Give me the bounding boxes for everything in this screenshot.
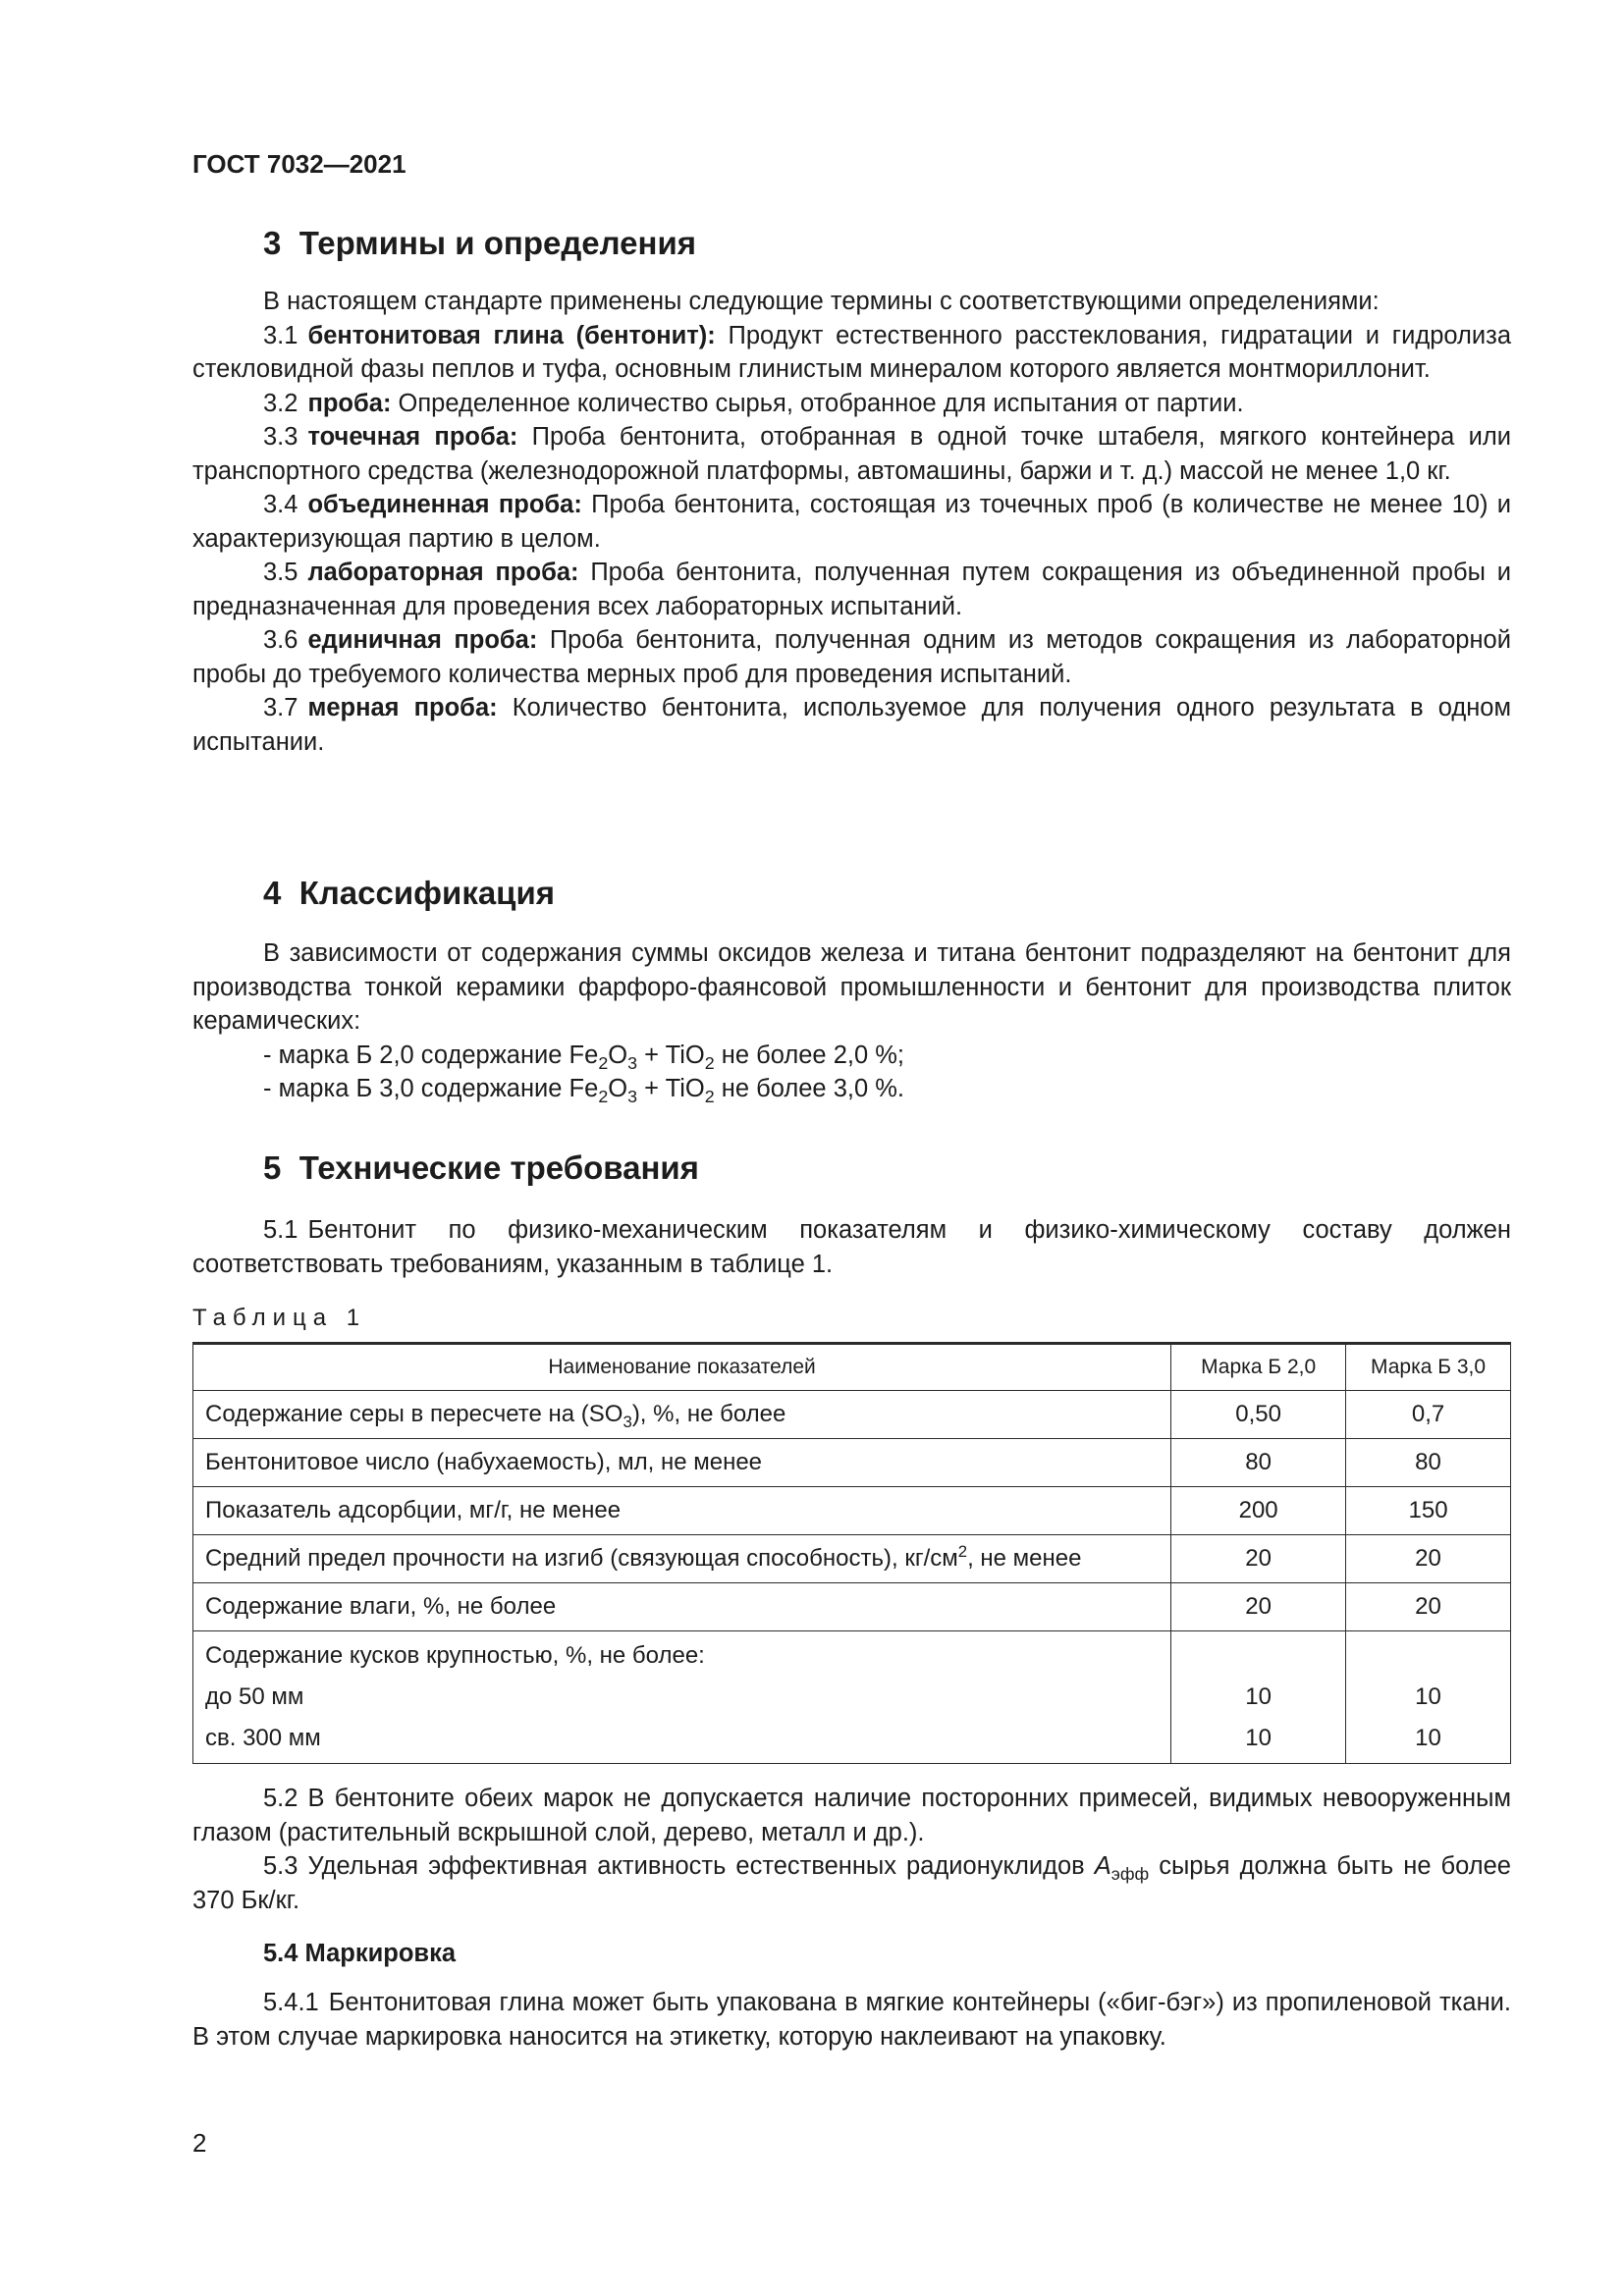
indicator-text: Средний предел прочности на изгиб (связующая способность), кг/см	[205, 1545, 958, 1572]
term-definition-3-7	[192, 691, 1511, 759]
grade-list-suffix: не более 3,0 %.	[714, 1075, 904, 1102]
grade-list-sub2: 3	[627, 1052, 638, 1073]
value-grade-2: 20	[1171, 1535, 1346, 1583]
paragraph-number: 5.1	[263, 1216, 298, 1244]
value-grade-2: 200	[1171, 1487, 1346, 1535]
subsection-5-4-heading: 5.4 Маркировка	[263, 1940, 457, 1967]
term-number: 3.2	[263, 389, 298, 417]
section-3-number: 3	[263, 225, 282, 261]
grade-list-sub2: 3	[627, 1087, 638, 1106]
paragraph-text: Бентонитовая глина может быть упакована в мягкие контейнеры («биг-бэг») из пропиленовой ткани. В этом случае маркировка наносится на этикетку, которую наклеивают на упаковку.	[192, 1989, 1511, 2051]
term-definition-3-1	[192, 319, 1511, 387]
term-name: объединенная проба:	[307, 491, 582, 518]
term-number: 3.4	[263, 491, 298, 518]
indicator-cell	[193, 1439, 1171, 1487]
paragraph-5-4-1	[192, 1986, 1511, 2054]
term-name: единичная проба:	[307, 626, 538, 654]
header-grade-3: Марка Б 3,0	[1346, 1344, 1511, 1391]
section-3	[192, 224, 1511, 759]
term-number: 3.7	[263, 694, 298, 721]
section-4-list	[192, 1039, 1511, 1106]
grade-list-sub1: 2	[598, 1052, 609, 1073]
table-row	[193, 1583, 1511, 1631]
grade-list-prefix: - марка Б 2,0 содержание Fe	[263, 1041, 599, 1069]
indicator-subscript: 3	[623, 1413, 632, 1431]
paragraph-5-3	[192, 1849, 1511, 1917]
term-definition-3-2	[192, 387, 1511, 421]
term-name: проба:	[307, 389, 392, 417]
term-name: бентонитовая глина (бентонит):	[307, 321, 716, 349]
term-number: 3.3	[263, 423, 298, 451]
term-number: 3.5	[263, 559, 298, 586]
lump-size-label: до 50 мм	[205, 1683, 304, 1710]
grade-list-mid1: O	[608, 1075, 628, 1102]
term-text: Проба бентонита, отобранная в одной точке штабеля, мягкого контейнера или транспортного средства (железнодорожной платформы, автомашины, баржи и т. д.) массой не менее 1,0 кг.	[192, 423, 1511, 485]
section-5-number: 5	[263, 1149, 282, 1186]
section-4-title: Классификация	[298, 875, 556, 911]
grade-list-item	[192, 1039, 1511, 1073]
header-grade-2: Марка Б 2,0	[1171, 1344, 1346, 1391]
paragraph-text: Бентонит по физико-механическим показателям и физико-химическому составу должен соответствовать требованиям, указанным в таблице 1.	[192, 1216, 1511, 1278]
term-text: Количество бентонита, используемое для получения одного результата в одном испытании.	[192, 694, 1512, 756]
term-text: Проба бентонита, полученная путем сокращения из объединенной пробы и предназначенная для проведения всех лабораторных испытаний.	[192, 559, 1511, 620]
table-row	[193, 1535, 1511, 1583]
grade-list-mid2: + TiO	[637, 1075, 705, 1102]
term-text: Проба бентонита, полученная одним из методов сокращения из лабораторной пробы до требуемого количества мерных проб для проведения испытаний.	[192, 626, 1511, 688]
table-row-lump-size	[193, 1631, 1511, 1764]
term-text: Проба бентонита, состоящая из точечных проб (в количестве не менее 10) и характеризующая партию в целом.	[192, 491, 1512, 553]
paragraph-text: Удельная эффективная активность естественных радионуклидов	[307, 1852, 1095, 1880]
grade-list-prefix: - марка Б 3,0 содержание Fe	[263, 1075, 599, 1102]
grade-list-mid2: + TiO	[637, 1041, 705, 1069]
paragraph-number: 5.2	[263, 1785, 298, 1812]
table-row	[193, 1391, 1511, 1439]
section-3-terms	[192, 319, 1511, 760]
value-grade-3: 0,7	[1346, 1391, 1511, 1439]
indicator-text: Содержание влаги, %, не более	[205, 1593, 557, 1620]
activity-symbol: A	[1094, 1852, 1111, 1880]
header-indicator: Наименование показателей	[193, 1344, 1171, 1391]
indicator-text: Бентонитовое число (набухаемость), мл, не менее	[205, 1449, 763, 1475]
paragraph-5-1	[192, 1213, 1511, 1281]
grade-list-sub3: 2	[704, 1052, 715, 1073]
term-text: Продукт естественного расстеклования, гидратации и гидролиза стекловидной фазы пеплов и туфа, основным глинистым минералом которого является монтмориллонит.	[192, 321, 1511, 383]
value-grade-3: 20	[1346, 1583, 1511, 1631]
term-number: 3.1	[263, 321, 298, 349]
section-4	[192, 874, 1511, 1106]
term-definition-3-3	[192, 420, 1511, 488]
activity-symbol-subscript: эфф	[1110, 1864, 1150, 1884]
term-definition-3-6	[192, 623, 1511, 691]
requirements-table	[192, 1342, 1511, 1764]
lump-value-grade-3: 10	[1415, 1725, 1441, 1751]
indicator-cell	[193, 1583, 1171, 1631]
indicator-text-suffix: , не менее	[967, 1545, 1082, 1572]
section-3-intro: В настоящем стандарте применены следующие термины с соответствующими определениями:	[263, 288, 1380, 315]
grade-list-sub3: 2	[704, 1087, 715, 1106]
indicator-cell	[193, 1631, 1171, 1764]
section-5-title: Технические требования	[298, 1149, 699, 1186]
section-5-heading	[192, 1148, 1511, 1188]
grade-list-suffix: не более 2,0 %;	[714, 1041, 904, 1069]
value-grade-3	[1346, 1631, 1511, 1764]
value-grade-2: 80	[1171, 1439, 1346, 1487]
paragraph-text: сырья должна быть не более 370 Бк/кг.	[192, 1852, 1511, 1914]
indicator-cell	[193, 1391, 1171, 1439]
lump-size-label: св. 300 мм	[205, 1725, 321, 1751]
value-grade-2: 0,50	[1171, 1391, 1346, 1439]
table-row	[193, 1487, 1511, 1535]
grade-list-sub1: 2	[598, 1087, 609, 1106]
paragraph-number: 5.3	[263, 1852, 298, 1880]
value-grade-2: 20	[1171, 1583, 1346, 1631]
grade-list-item	[192, 1072, 1511, 1106]
value-grade-3: 150	[1346, 1487, 1511, 1535]
paragraph-number: 5.4.1	[263, 1989, 319, 2016]
table-row	[193, 1439, 1511, 1487]
term-text: Определенное количество сырья, отобранное для испытания от партии.	[391, 389, 1244, 417]
value-grade-2	[1171, 1631, 1346, 1764]
indicator-text-suffix: ), %, не более	[631, 1401, 786, 1427]
indicator-cell	[193, 1487, 1171, 1535]
term-name: лабораторная проба:	[307, 559, 579, 586]
section-3-heading	[192, 224, 1511, 263]
indicator-text: Содержание кусков крупностью, %, не более:	[205, 1642, 705, 1669]
indicator-cell	[193, 1535, 1171, 1583]
term-name: мерная проба:	[307, 694, 498, 721]
page-number: 2	[192, 2128, 207, 2158]
table-header-row	[193, 1344, 1511, 1391]
value-grade-3: 20	[1346, 1535, 1511, 1583]
section-4-heading	[192, 874, 1511, 913]
term-definition-3-4	[192, 488, 1511, 556]
term-definition-3-5	[192, 556, 1511, 623]
term-name: точечная проба:	[307, 423, 518, 451]
paragraph-text: В бентоните обеих марок не допускается наличие посторонних примесей, видимых невооруженным глазом (растительный вскрышной слой, дерево, металл и др.).	[192, 1785, 1511, 1846]
section-4-text: В зависимости от содержания суммы оксидов железа и титана бентонит подразделяют на бентонит для производства тонкой керамики фарфоро-фаянсовой промышленности и бентонит для производства плиток керамических:	[192, 939, 1511, 1035]
section-4-number: 4	[263, 875, 282, 911]
lump-value-grade-2: 10	[1245, 1683, 1272, 1710]
paragraph-5-2	[192, 1782, 1511, 1849]
section-3-title: Термины и определения	[298, 225, 696, 261]
lump-value-grade-2: 10	[1245, 1725, 1272, 1751]
indicator-text: Содержание серы в пересчете на (SO	[205, 1401, 623, 1427]
table-caption: Таблица 1	[192, 1305, 367, 1331]
lump-value-grade-3: 10	[1415, 1683, 1441, 1710]
indicator-superscript: 2	[957, 1542, 968, 1561]
grade-list-mid1: O	[608, 1041, 628, 1069]
running-head: ГОСТ 7032—2021	[192, 149, 406, 179]
term-number: 3.6	[263, 626, 298, 654]
indicator-text: Показатель адсорбции, мг/г, не менее	[205, 1497, 622, 1523]
section-5	[192, 1148, 1511, 2054]
value-grade-3: 80	[1346, 1439, 1511, 1487]
